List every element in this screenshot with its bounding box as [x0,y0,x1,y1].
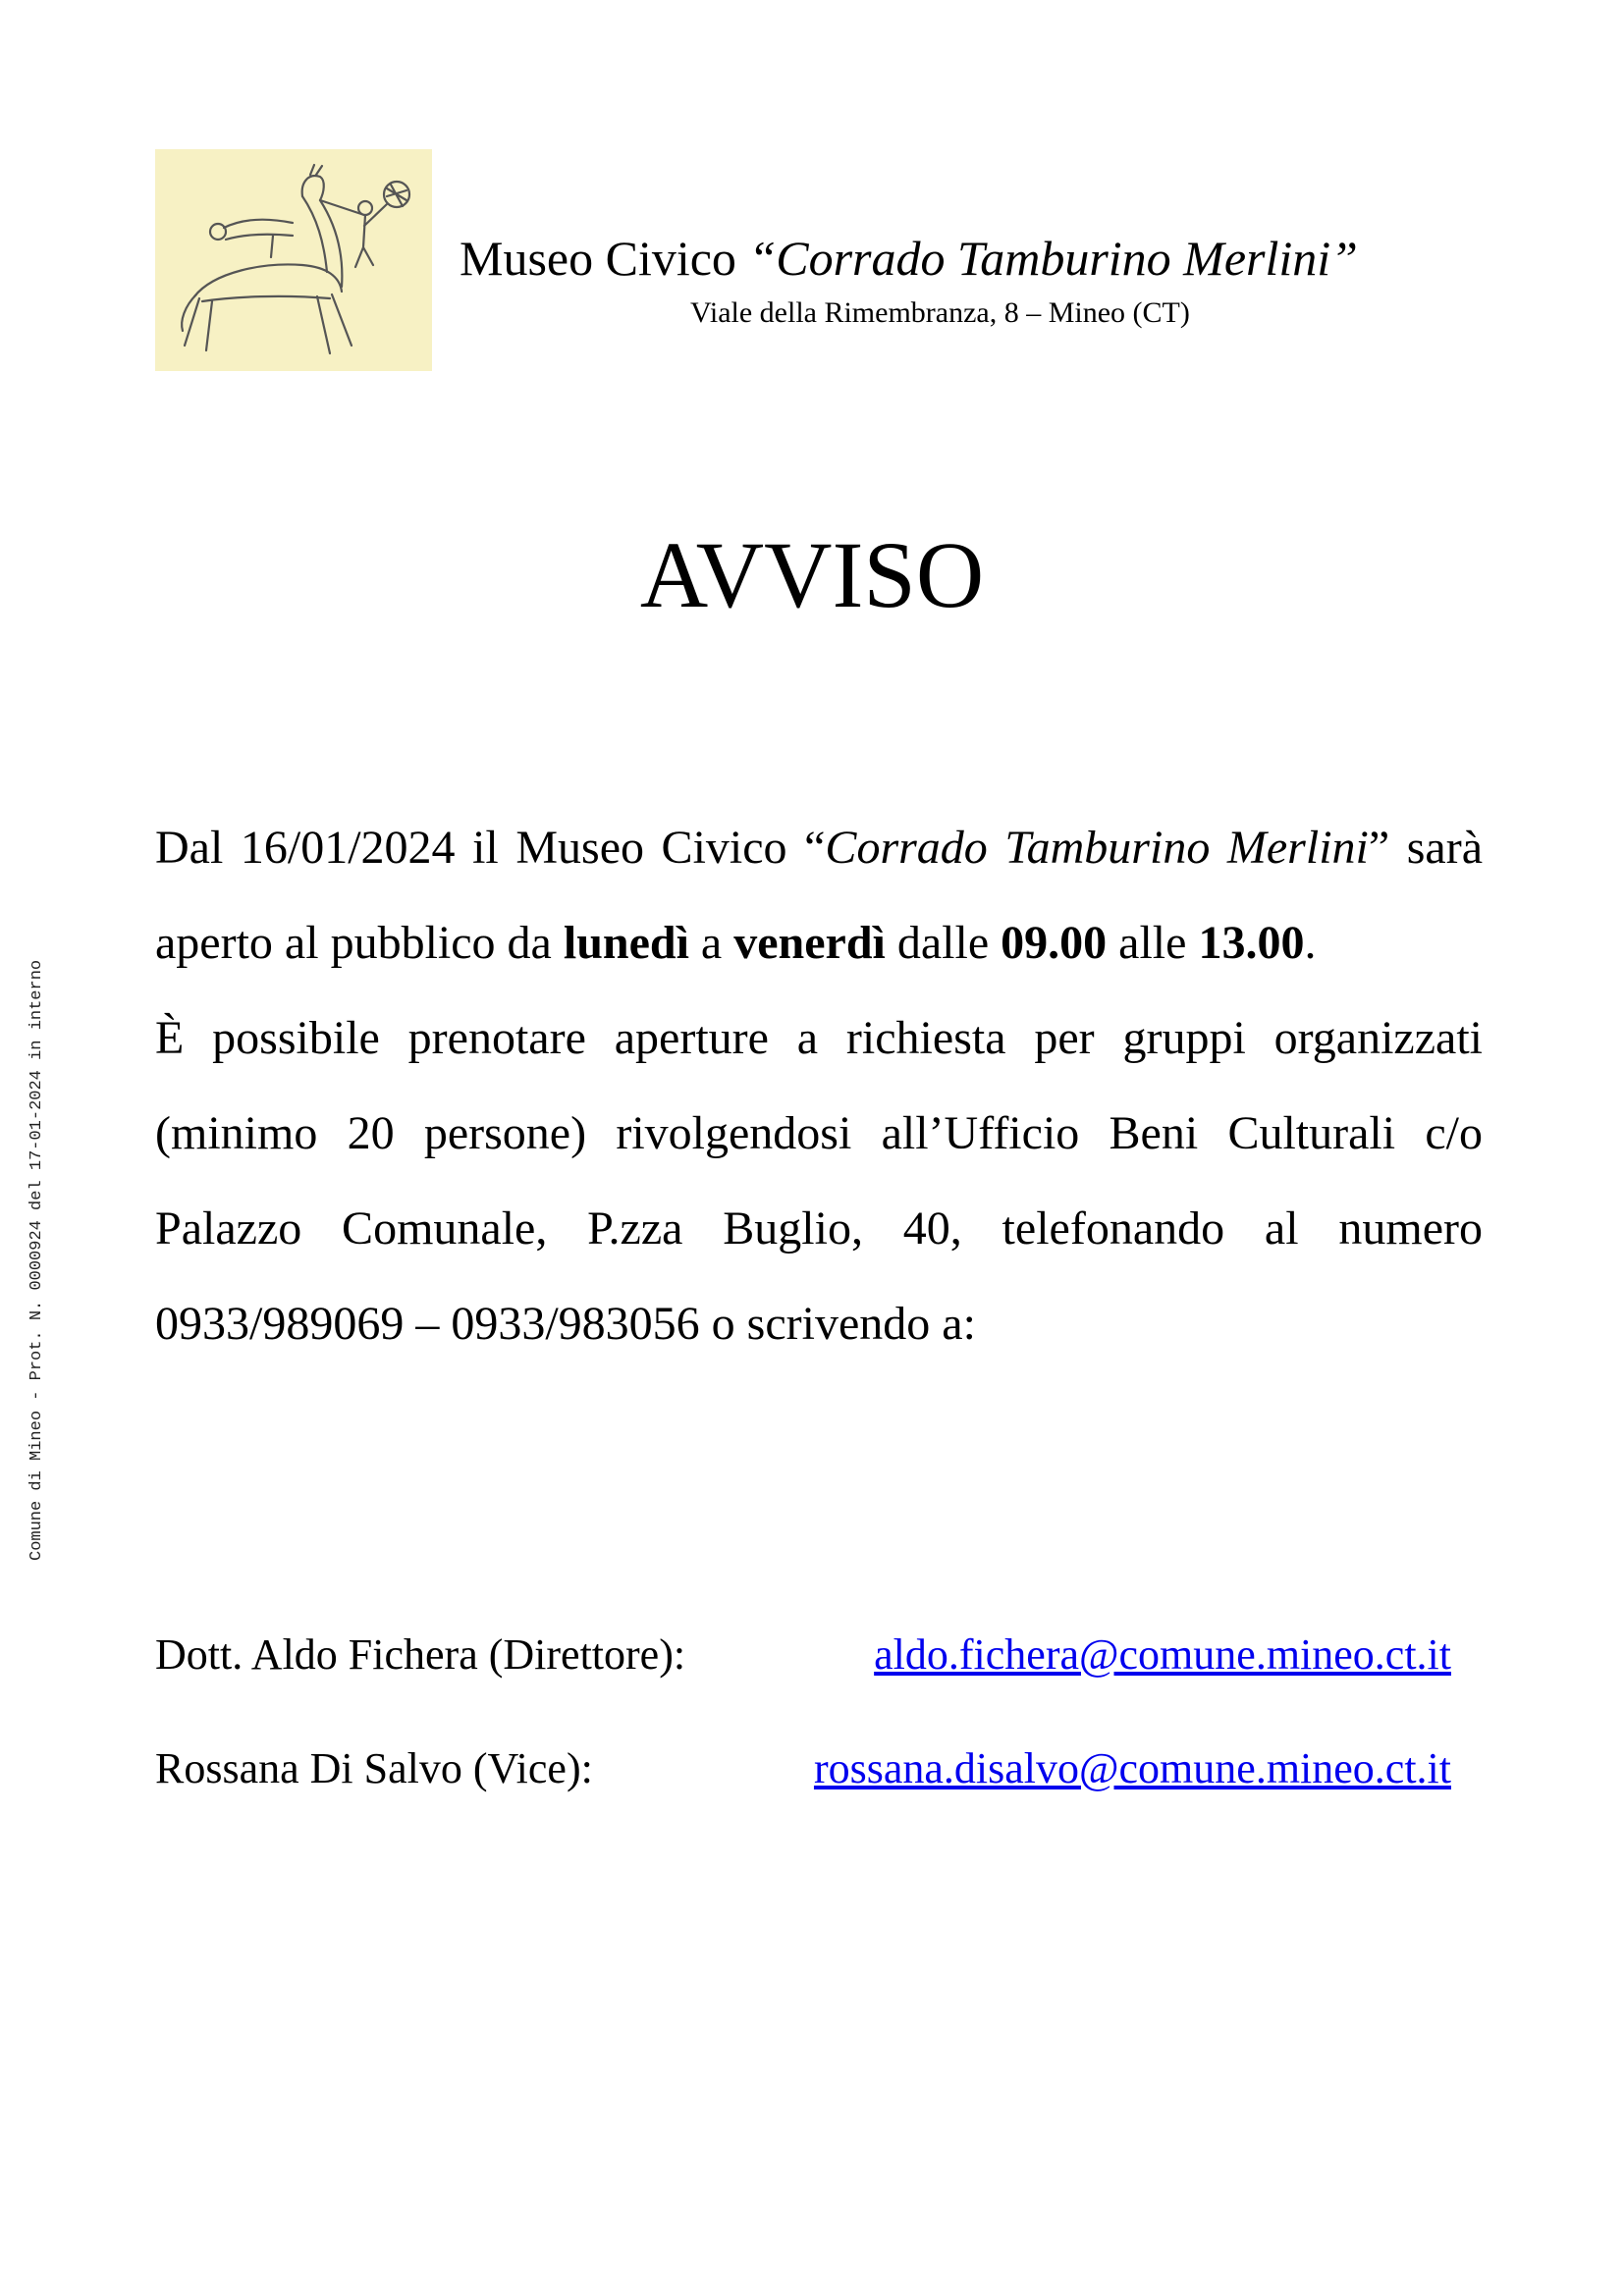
museum-prefix: Museo Civico [460,231,749,286]
opening-hours-paragraph [155,800,1483,990]
contact-label: Dott. Aldo Fichera (Direttore): [155,1630,686,1679]
director-email-link[interactable]: aldo.fichera@comune.mineo.ct.it [874,1630,1451,1679]
museum-name: “Corrado Tamburino Merlini” [748,231,1358,286]
text-fragment: dalle [885,917,1001,969]
time-from: 09.00 [1001,917,1108,969]
text-fragment: ” sarà aperto al pubblico da [155,822,1484,969]
contacts-list [155,1629,1451,1857]
text-fragment: alle [1107,917,1199,969]
contact-vice [155,1743,1451,1857]
vice-email-link[interactable]: rossana.disalvo@comune.mineo.ct.it [813,1744,1451,1792]
notice-heading: AVVISO [639,522,985,627]
museum-name-inline: Corrado Tamburino Merlini [825,822,1369,874]
museum-address: Viale della Rimembranza, 8 – Mineo (CT) [690,296,1190,329]
museum-title [460,231,1358,286]
museum-logo [155,149,432,371]
notice-body [155,800,1483,1371]
text-fragment: a [688,917,734,969]
text-fragment: . [1304,917,1317,969]
day-to: venerdì [733,917,886,969]
booking-paragraph: È possibile prenotare aperture a richiesta per gruppi organizzati (minimo 20 persone) rivolgendosi all’Ufficio Beni Culturali c/o Palazzo Comunale, P.zza Buglio, 40, telefonando al numero 0933/989069 – 0933/983056 o scrivendo a: [155,1012,1483,1350]
day-from: lunedì [563,917,689,969]
contact-director [155,1629,1451,1743]
text-fragment: Dal 16/01/2024 il Museo Civico “ [155,822,826,874]
time-to: 13.00 [1198,917,1305,969]
horse-rider-logo-icon [155,149,432,371]
contact-label: Rossana Di Salvo (Vice): [155,1744,593,1792]
protocol-stamp: Comune di Mineo - Prot. N. 0000924 del 17-01-2024 in interno [27,959,46,1561]
